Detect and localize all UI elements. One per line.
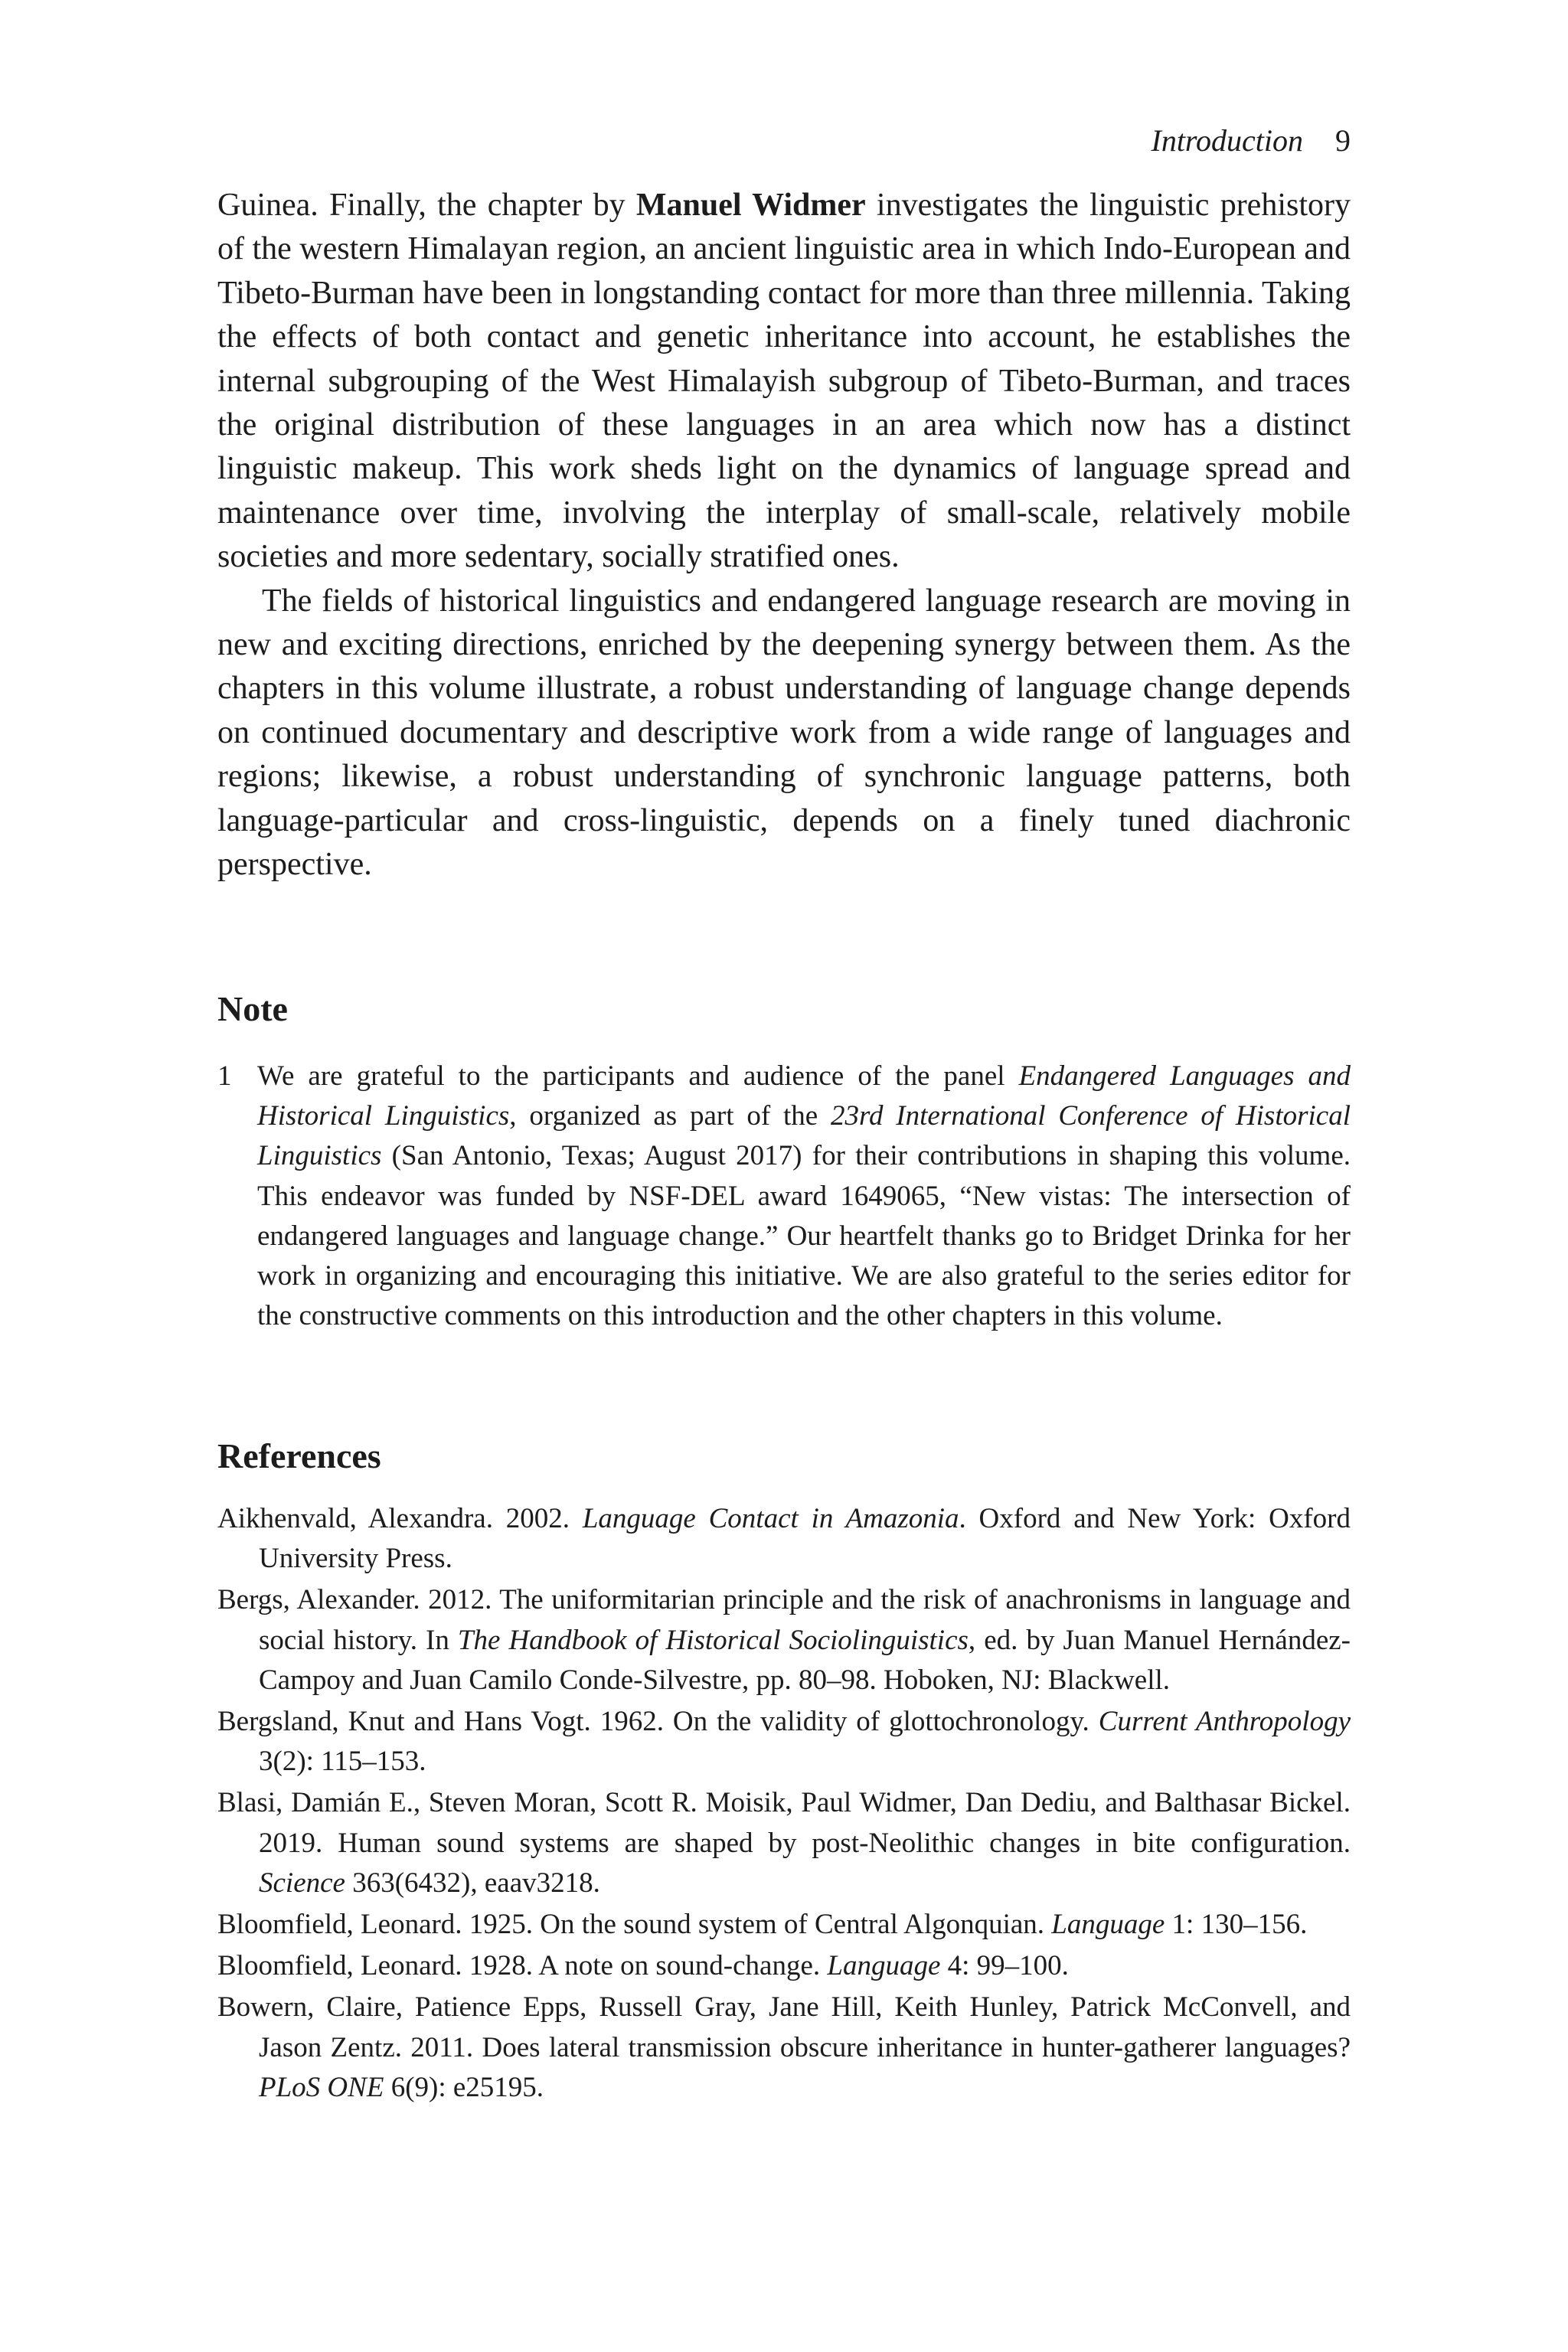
- text-run: investigates the linguistic prehistory of the western Himalayan region, an ancient linguistic area in which Indo-European and Tibeto-Burman have been in longstanding contact for more than three millennia. Taking the effects of both contact and genetic inheritance into account, he establishes the internal subgrouping of the West Himalayish subgroup of Tibeto-Burman, and traces the original distribution of these languages in an area which now has a distinct linguistic makeup. This work sheds light on the dynamics of language spread and maintenance over time, involving the interplay of small-scale, relatively mobile societies and more sedentary, socially stratified ones.: [217, 188, 1351, 575]
- note-heading: Note: [217, 989, 288, 1028]
- reference-entry: [217, 1988, 1351, 2108]
- page-number: 9: [1335, 123, 1351, 158]
- body-paragraph-1: [217, 184, 1351, 580]
- running-head: [1152, 121, 1351, 161]
- italic-run: Language: [1051, 1909, 1165, 1941]
- text-run: We are grateful to the participants and audience of the panel: [257, 1060, 1019, 1092]
- text-run: . Oxford and New York: Oxford University Press.: [259, 1503, 1351, 1575]
- reference-entry: [217, 1499, 1351, 1579]
- reference-entry: [217, 1905, 1351, 1945]
- reference-entry: [217, 1946, 1351, 1986]
- reference-entry: [217, 1783, 1351, 1903]
- body-text: [217, 184, 1351, 887]
- text-run: , organized as part of the: [509, 1100, 831, 1132]
- note-list: [217, 1057, 1351, 1336]
- italic-run: Language Contact in Amazonia: [582, 1503, 959, 1534]
- footnote-text: [257, 1057, 1351, 1336]
- text-run: Blasi, Damián E., Steven Moran, Scott R. Moisik, Paul Widmer, Dan Dediu, and Balthasar Bickel. 2019. Human sound systems are shaped by post-Neolithic changes in bite configuration.: [217, 1787, 1351, 1859]
- italic-run: Endangered Languages and Historical Linguistics: [257, 1060, 1351, 1132]
- italic-run: PLoS ONE: [259, 2071, 384, 2103]
- references-list: [217, 1499, 1351, 2109]
- text-run: 1: 130–156.: [1165, 1909, 1308, 1941]
- italic-run: Language: [827, 1950, 941, 1982]
- text-run: Bergs, Alexander. 2012. The uniformitarian principle and the risk of anachronisms in language and social history. In: [217, 1584, 1351, 1656]
- text-run: Aikhenvald, Alexandra. 2002.: [217, 1503, 583, 1534]
- text-run: Bloomfield, Leonard. 1928. A note on sound-change.: [217, 1950, 828, 1982]
- footnote-number: 1: [217, 1060, 232, 1092]
- reference-entry: [217, 1580, 1351, 1700]
- text-run: Bloomfield, Leonard. 1925. On the sound system of Central Algonquian.: [217, 1909, 1052, 1941]
- text-run: 4: 99–100.: [940, 1950, 1069, 1982]
- text-run: 6(9): e25195.: [384, 2071, 544, 2103]
- references-heading: References: [217, 1436, 381, 1475]
- italic-run: 23rd International Conference of Historical Linguistics: [257, 1100, 1351, 1172]
- text-run: (San Antonio, Texas; August 2017) for their contributions in shaping this volume. This endeavor was funded by NSF-DEL award 1649065, “New vistas: The intersection of endangered languages and language change.” Our heartfelt thanks go to Bridget Drinka for her work in organizing and encouraging this initiative. We are also grateful to the series editor for the constructive comments on this introduction and the other chapters in this volume.: [257, 1140, 1351, 1332]
- text-run: 363(6432), eaav3218.: [345, 1867, 600, 1899]
- footnote: [217, 1057, 1351, 1336]
- reference-entry: [217, 1702, 1351, 1782]
- body-paragraph-2: [217, 580, 1351, 887]
- bold-run: Manuel Widmer: [635, 188, 866, 223]
- italic-run: Current Anthropology: [1098, 1706, 1351, 1738]
- text-run: Bowern, Claire, Patience Epps, Russell Gray, Jane Hill, Keith Hunley, Patrick McConvell, and Jason Zentz. 2011. Does lateral transmission obscure inheritance in hunter-gatherer languages?: [217, 1991, 1351, 2063]
- text-run: , ed. by Juan Manuel Hernández-Campoy and Juan Camilo Conde-Silvestre, pp. 80–98. Hoboken, NJ: Blackwell.: [259, 1624, 1351, 1696]
- italic-run: Science: [259, 1867, 345, 1899]
- text-run: Bergsland, Knut and Hans Vogt. 1962. On the validity of glottochronology.: [217, 1706, 1099, 1738]
- text-run: Guinea. Finally, the chapter by: [217, 188, 636, 223]
- running-title: Introduction: [1151, 123, 1303, 158]
- italic-run: The Handbook of Historical Sociolinguistics: [457, 1624, 969, 1656]
- text-run: 3(2): 115–153.: [259, 1746, 426, 1778]
- text-run: The fields of historical linguistics and endangered language research are moving in new and exciting directions, enriched by the deepening synergy between them. As the chapters in this volume illustrate, a robust understanding of language change depends on continued documentary and descriptive work from a wide range of languages and regions; likewise, a robust understanding of synchronic language patterns, both language-particular and cross-linguistic, depends on a finely tuned diachronic perspective.: [217, 583, 1351, 883]
